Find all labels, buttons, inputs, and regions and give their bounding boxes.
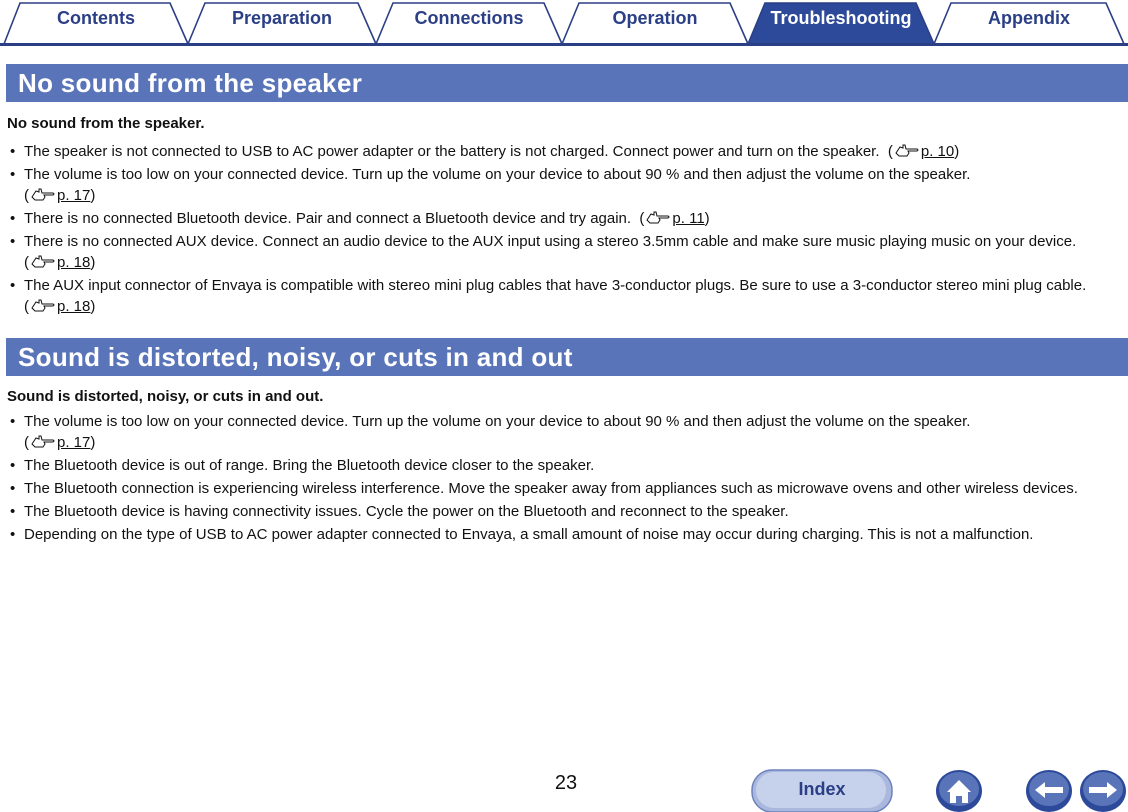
arrow-right-icon (1079, 768, 1127, 812)
tab-bar (0, 0, 1128, 46)
forward-button[interactable] (1079, 768, 1127, 812)
section-title-no-sound: No sound from the speaker (6, 64, 1128, 102)
index-button-label: Index (798, 779, 846, 799)
tab-troubleshooting[interactable]: Troubleshooting (770, 8, 912, 28)
home-button[interactable] (935, 768, 983, 812)
list-item: • The volume is too low on your connected device. Turn up the volume on your device to about 90 % and then adjust the volume on the speaker. ( p. 17) (7, 164, 1125, 206)
page-reference[interactable]: ( p. 10) (887, 143, 960, 160)
page-reference[interactable]: ( p. 17) (24, 187, 96, 204)
list-item: • The Bluetooth connection is experiencing wireless interference. Move the speaker away from appliances such as microwave ovens and other wireless devices. (7, 478, 1125, 499)
list-item: • The volume is too low on your connected device. Turn up the volume on your device to about 90 % and then adjust the volume on the speaker. ( p. 17) (7, 411, 1125, 453)
no-sound-list (7, 141, 1125, 319)
list-item: • There is no connected AUX device. Connect an audio device to the AUX input using a stereo 3.5mm cable and make sure music playing music on your device. ( p. 18) (7, 231, 1125, 273)
pointing-hand-icon (31, 255, 57, 269)
arrow-left-icon (1025, 768, 1073, 812)
list-item: • The Bluetooth device is having connectivity issues. Cycle the power on the Bluetooth and reconnect to the speaker. (7, 501, 1125, 522)
tab-contents[interactable]: Contents (57, 8, 135, 28)
list-item: • The AUX input connector of Envaya is compatible with stereo mini plug cables that have 3-conductor plugs. Be sure to use a 3-conductor stereo mini plug cable. ( p. 18) (7, 275, 1125, 317)
pointing-hand-icon (31, 188, 57, 202)
back-button[interactable] (1025, 768, 1073, 812)
index-button[interactable] (750, 768, 894, 812)
tab-connections[interactable]: Connections (414, 8, 524, 28)
page-reference[interactable]: ( p. 18) (24, 254, 96, 271)
pointing-hand-icon (31, 299, 57, 313)
page-reference[interactable]: ( p. 18) (24, 298, 96, 315)
page-number: 23 (554, 772, 578, 794)
section-title-distorted: Sound is distorted, noisy, or cuts in and out (6, 338, 1128, 376)
section-subheading-no-sound: No sound from the speaker. (7, 115, 205, 132)
list-item: • The Bluetooth device is out of range. Bring the Bluetooth device closer to the speaker. (7, 455, 1125, 476)
pointing-hand-icon (895, 144, 921, 158)
page-reference[interactable]: ( p. 17) (24, 434, 96, 451)
home-icon (935, 768, 983, 812)
distorted-list (7, 411, 1125, 547)
section-subheading-distorted: Sound is distorted, noisy, or cuts in and out. (7, 388, 324, 405)
pointing-hand-icon (31, 435, 57, 449)
list-item: • The speaker is not connected to USB to AC power adapter or the battery is not charged. Connect power and turn on the speaker. ( p. 10) (7, 141, 1125, 162)
pointing-hand-icon (646, 211, 672, 225)
list-item: • Depending on the type of USB to AC power adapter connected to Envaya, a small amount of noise may occur during charging. This is not a malfunction. (7, 524, 1125, 545)
tab-operation[interactable]: Operation (612, 8, 698, 28)
tab-appendix[interactable]: Appendix (987, 8, 1070, 28)
list-item: • There is no connected Bluetooth device. Pair and connect a Bluetooth device and try again. ( p. 11) (7, 208, 1125, 229)
page-reference[interactable]: ( p. 11) (639, 210, 710, 227)
tab-preparation[interactable]: Preparation (231, 8, 333, 28)
